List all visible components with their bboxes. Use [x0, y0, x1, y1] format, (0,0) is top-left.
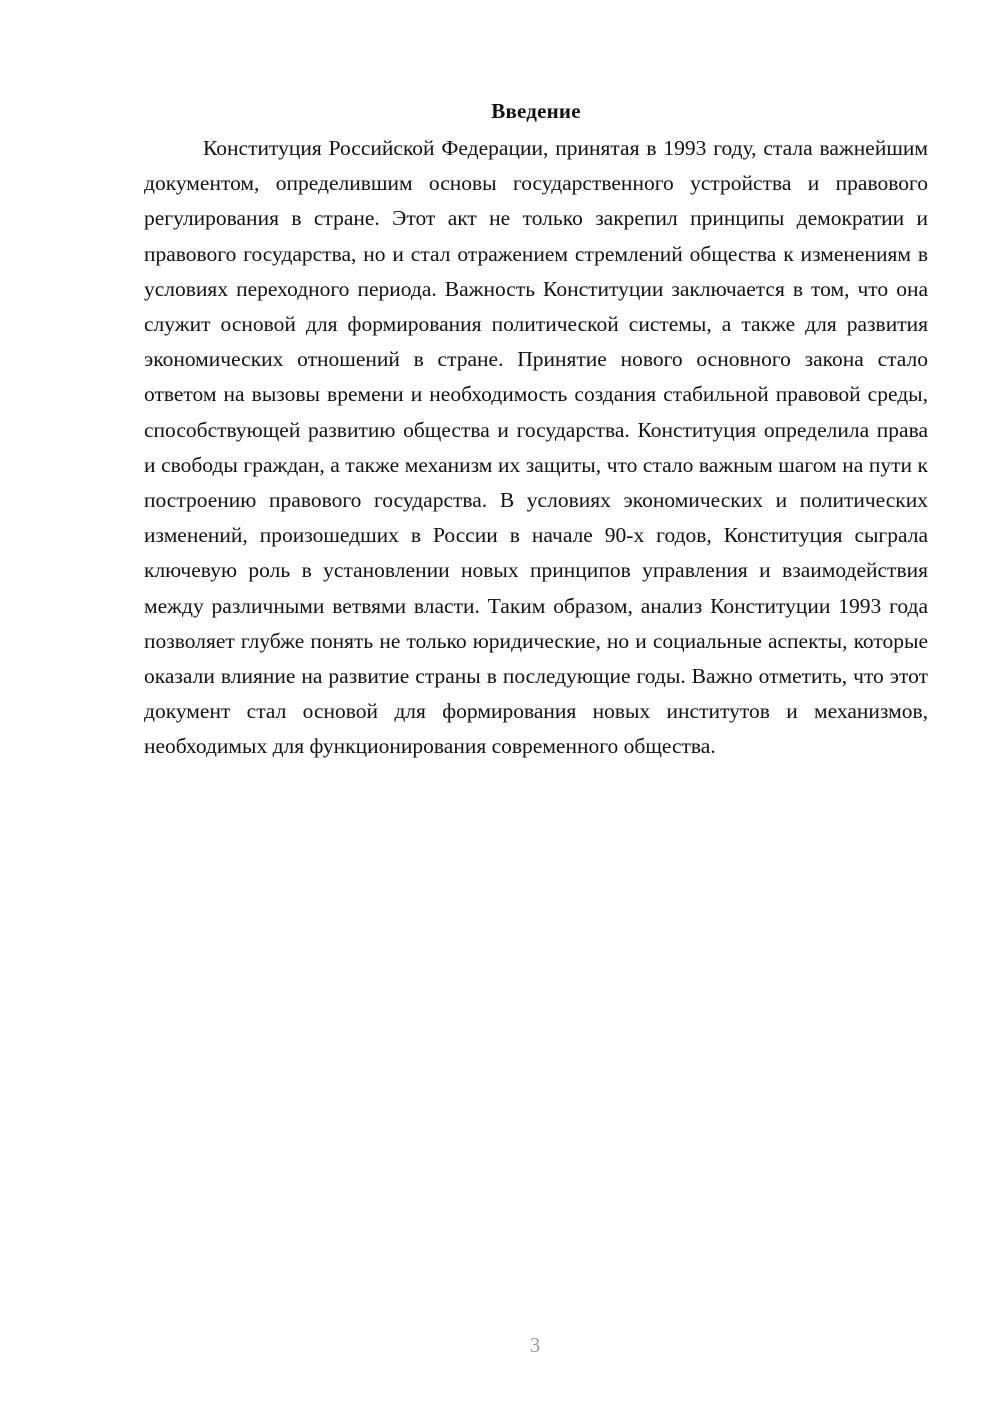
page-number: 3: [529, 1333, 541, 1357]
page-content: [144, 96, 928, 765]
body-paragraph: Конституция Российской Федерации, принятая в 1993 году, стала важнейшим документом, определившим основы государственного устройства и правового регулирования в стране. Этот акт не только закрепил принципы демократии и правового государства, но и стал отражением стремлений общества к изменениям в условиях переходного периода. Важность Конституции заключается в том, что она служит основой для формирования политической системы, а также для развития экономических отношений в стране. Принятие нового основного закона стало ответом на вызовы времени и необходимость создания стабильной правовой среды, способствующей развитию общества и государства. Конституция определила права и свободы граждан, а также механизм их защиты, что стало важным шагом на пути к построению правового государства. В условиях экономических и политических изменений, произошедших в России в начале 90-х годов, Конституция сыграла ключевую роль в установлении новых принципов управления и взаимодействия между различными ветвями власти. Таким образом, анализ Конституции 1993 года позволяет глубже понять не только юридические, но и социальные аспекты, которые оказали влияние на развитие страны в последующие годы. Важно отметить, что этот документ стал основой для формирования новых институтов и механизмов, необходимых для функционирования современного общества.: [144, 136, 928, 759]
section-title: Введение: [491, 99, 581, 123]
